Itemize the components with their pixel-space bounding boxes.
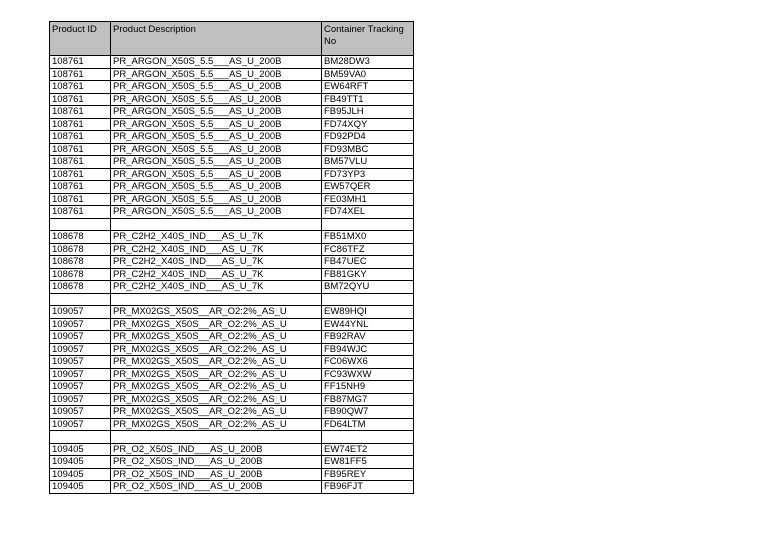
- product-id-cell: 109405: [50, 443, 111, 456]
- product-description-cell: PR_ARGON_X50S_5.5___AS_U_200B: [111, 93, 322, 106]
- table-row: [50, 131, 414, 144]
- product-id-cell: 108761: [50, 181, 111, 194]
- table-row: [50, 293, 414, 306]
- container-tracking-cell: FB51MX0: [322, 231, 414, 244]
- table-row: [50, 143, 414, 156]
- product-id-cell: 109057: [50, 418, 111, 431]
- product-description-cell: PR_ARGON_X50S_5.5___AS_U_200B: [111, 156, 322, 169]
- table-row: [50, 206, 414, 219]
- product-id-cell: 109057: [50, 343, 111, 356]
- product-id-cell: 108761: [50, 68, 111, 81]
- table-row: [50, 81, 414, 94]
- product-description-cell: PR_C2H2_X40S_IND___AS_U_7K: [111, 281, 322, 294]
- product-description-cell: PR_ARGON_X50S_5.5___AS_U_200B: [111, 106, 322, 119]
- table-row: [50, 218, 414, 231]
- product-id-cell: 108761: [50, 131, 111, 144]
- container-tracking-cell: [322, 293, 414, 306]
- table-row: [50, 381, 414, 394]
- product-id-cell: 108678: [50, 268, 111, 281]
- container-tracking-cell: FB95REY: [322, 468, 414, 481]
- product-id-cell: 109057: [50, 393, 111, 406]
- product-description-cell: PR_ARGON_X50S_5.5___AS_U_200B: [111, 118, 322, 131]
- table-body: [50, 56, 414, 494]
- table-row: [50, 281, 414, 294]
- product-description-cell: [111, 218, 322, 231]
- tracking-table-sheet: [49, 21, 414, 494]
- product-id-cell: 109057: [50, 331, 111, 344]
- table-row: [50, 456, 414, 469]
- container-tracking-cell: FC06WX6: [322, 356, 414, 369]
- table-row: [50, 68, 414, 81]
- product-id-cell: 109057: [50, 306, 111, 319]
- product-description-cell: PR_O2_X50S_IND___AS_U_200B: [111, 481, 322, 494]
- product-description-cell: PR_C2H2_X40S_IND___AS_U_7K: [111, 231, 322, 244]
- product-id-cell: 109405: [50, 481, 111, 494]
- container-tracking-cell: FB95JLH: [322, 106, 414, 119]
- product-id-cell: 109405: [50, 456, 111, 469]
- table-row: [50, 431, 414, 444]
- product-description-cell: PR_MX02GS_X50S__AR_O2:2%_AS_U: [111, 331, 322, 344]
- container-tracking-cell: BM72QYU: [322, 281, 414, 294]
- product-description-cell: PR_MX02GS_X50S__AR_O2:2%_AS_U: [111, 356, 322, 369]
- container-tracking-cell: BM59VA0: [322, 68, 414, 81]
- table-row: [50, 306, 414, 319]
- table-row: [50, 193, 414, 206]
- header-row: [50, 22, 414, 56]
- container-tracking-cell: EW44YNL: [322, 318, 414, 331]
- container-tracking-cell: [322, 218, 414, 231]
- product-description-cell: PR_ARGON_X50S_5.5___AS_U_200B: [111, 206, 322, 219]
- product-id-cell: 108761: [50, 168, 111, 181]
- product-id-cell: 109057: [50, 318, 111, 331]
- table-row: [50, 331, 414, 344]
- container-tracking-cell: FD73YP3: [322, 168, 414, 181]
- header-product-id: Product ID: [50, 22, 111, 56]
- header-container-tracking-no: Container Tracking No: [322, 22, 414, 56]
- product-description-cell: PR_O2_X50S_IND___AS_U_200B: [111, 443, 322, 456]
- container-tracking-cell: FE03MH1: [322, 193, 414, 206]
- table-row: [50, 343, 414, 356]
- table-row: [50, 443, 414, 456]
- table-row: [50, 106, 414, 119]
- table-row: [50, 168, 414, 181]
- product-id-cell: 108678: [50, 243, 111, 256]
- container-tracking-cell: FC86TFZ: [322, 243, 414, 256]
- product-id-cell: 108761: [50, 56, 111, 69]
- container-tracking-cell: [322, 431, 414, 444]
- container-tracking-cell: FF15NH9: [322, 381, 414, 394]
- product-id-cell: 108678: [50, 256, 111, 269]
- product-id-cell: 108761: [50, 93, 111, 106]
- product-description-cell: PR_ARGON_X50S_5.5___AS_U_200B: [111, 56, 322, 69]
- product-id-cell: 108761: [50, 206, 111, 219]
- product-id-cell: 109057: [50, 368, 111, 381]
- product-description-cell: PR_MX02GS_X50S__AR_O2:2%_AS_U: [111, 368, 322, 381]
- product-description-cell: PR_MX02GS_X50S__AR_O2:2%_AS_U: [111, 306, 322, 319]
- product-description-cell: [111, 293, 322, 306]
- container-tracking-cell: BM57VLU: [322, 156, 414, 169]
- product-id-cell: [50, 293, 111, 306]
- container-tracking-cell: FD74XEL: [322, 206, 414, 219]
- product-description-cell: PR_C2H2_X40S_IND___AS_U_7K: [111, 268, 322, 281]
- product-description-cell: PR_MX02GS_X50S__AR_O2:2%_AS_U: [111, 318, 322, 331]
- container-tracking-cell: EW57QER: [322, 181, 414, 194]
- product-id-cell: 108678: [50, 231, 111, 244]
- table-row: [50, 368, 414, 381]
- container-tracking-cell: FB92RAV: [322, 331, 414, 344]
- product-description-cell: PR_ARGON_X50S_5.5___AS_U_200B: [111, 81, 322, 94]
- container-tracking-cell: FD64LTM: [322, 418, 414, 431]
- product-description-cell: PR_MX02GS_X50S__AR_O2:2%_AS_U: [111, 343, 322, 356]
- table-row: [50, 356, 414, 369]
- product-description-cell: PR_MX02GS_X50S__AR_O2:2%_AS_U: [111, 418, 322, 431]
- container-tracking-cell: FC93WXW: [322, 368, 414, 381]
- table-row: [50, 256, 414, 269]
- container-tracking-cell: FD92PD4: [322, 131, 414, 144]
- product-id-cell: 108761: [50, 193, 111, 206]
- table-row: [50, 56, 414, 69]
- table-row: [50, 268, 414, 281]
- container-tracking-table: [49, 21, 414, 494]
- product-description-cell: PR_ARGON_X50S_5.5___AS_U_200B: [111, 168, 322, 181]
- product-id-cell: 108761: [50, 156, 111, 169]
- product-description-cell: PR_MX02GS_X50S__AR_O2:2%_AS_U: [111, 381, 322, 394]
- container-tracking-cell: FD93MBC: [322, 143, 414, 156]
- product-description-cell: PR_MX02GS_X50S__AR_O2:2%_AS_U: [111, 406, 322, 419]
- table-row: [50, 481, 414, 494]
- product-description-cell: PR_MX02GS_X50S__AR_O2:2%_AS_U: [111, 393, 322, 406]
- table-row: [50, 118, 414, 131]
- header-product-description: Product Description: [111, 22, 322, 56]
- table-row: [50, 243, 414, 256]
- product-id-cell: 108678: [50, 281, 111, 294]
- table-row: [50, 181, 414, 194]
- product-description-cell: PR_ARGON_X50S_5.5___AS_U_200B: [111, 181, 322, 194]
- container-tracking-cell: FB49TT1: [322, 93, 414, 106]
- table-row: [50, 93, 414, 106]
- container-tracking-cell: EW74ET2: [322, 443, 414, 456]
- product-description-cell: [111, 431, 322, 444]
- table-row: [50, 468, 414, 481]
- container-tracking-cell: FB81GKY: [322, 268, 414, 281]
- table-row: [50, 318, 414, 331]
- container-tracking-cell: BM28DW3: [322, 56, 414, 69]
- container-tracking-cell: EW89HQI: [322, 306, 414, 319]
- table-row: [50, 156, 414, 169]
- product-id-cell: 108761: [50, 106, 111, 119]
- product-id-cell: 109057: [50, 406, 111, 419]
- container-tracking-cell: EW64RFT: [322, 81, 414, 94]
- table-row: [50, 393, 414, 406]
- product-description-cell: PR_O2_X50S_IND___AS_U_200B: [111, 468, 322, 481]
- container-tracking-cell: FB87MG7: [322, 393, 414, 406]
- product-description-cell: PR_ARGON_X50S_5.5___AS_U_200B: [111, 131, 322, 144]
- product-id-cell: 108761: [50, 143, 111, 156]
- product-id-cell: 109057: [50, 381, 111, 394]
- container-tracking-cell: FD74XQY: [322, 118, 414, 131]
- product-id-cell: 109405: [50, 468, 111, 481]
- container-tracking-cell: EW81FF5: [322, 456, 414, 469]
- product-description-cell: PR_ARGON_X50S_5.5___AS_U_200B: [111, 193, 322, 206]
- product-description-cell: PR_ARGON_X50S_5.5___AS_U_200B: [111, 143, 322, 156]
- product-id-cell: 108761: [50, 81, 111, 94]
- product-id-cell: 109057: [50, 356, 111, 369]
- table-row: [50, 231, 414, 244]
- table-row: [50, 406, 414, 419]
- container-tracking-cell: FB47UEC: [322, 256, 414, 269]
- container-tracking-cell: FB94WJC: [322, 343, 414, 356]
- product-id-cell: 108761: [50, 118, 111, 131]
- product-description-cell: PR_C2H2_X40S_IND___AS_U_7K: [111, 243, 322, 256]
- product-description-cell: PR_O2_X50S_IND___AS_U_200B: [111, 456, 322, 469]
- product-description-cell: PR_C2H2_X40S_IND___AS_U_7K: [111, 256, 322, 269]
- container-tracking-cell: FB90QW7: [322, 406, 414, 419]
- product-id-cell: [50, 431, 111, 444]
- product-id-cell: [50, 218, 111, 231]
- table-row: [50, 418, 414, 431]
- container-tracking-cell: FB96FJT: [322, 481, 414, 494]
- product-description-cell: PR_ARGON_X50S_5.5___AS_U_200B: [111, 68, 322, 81]
